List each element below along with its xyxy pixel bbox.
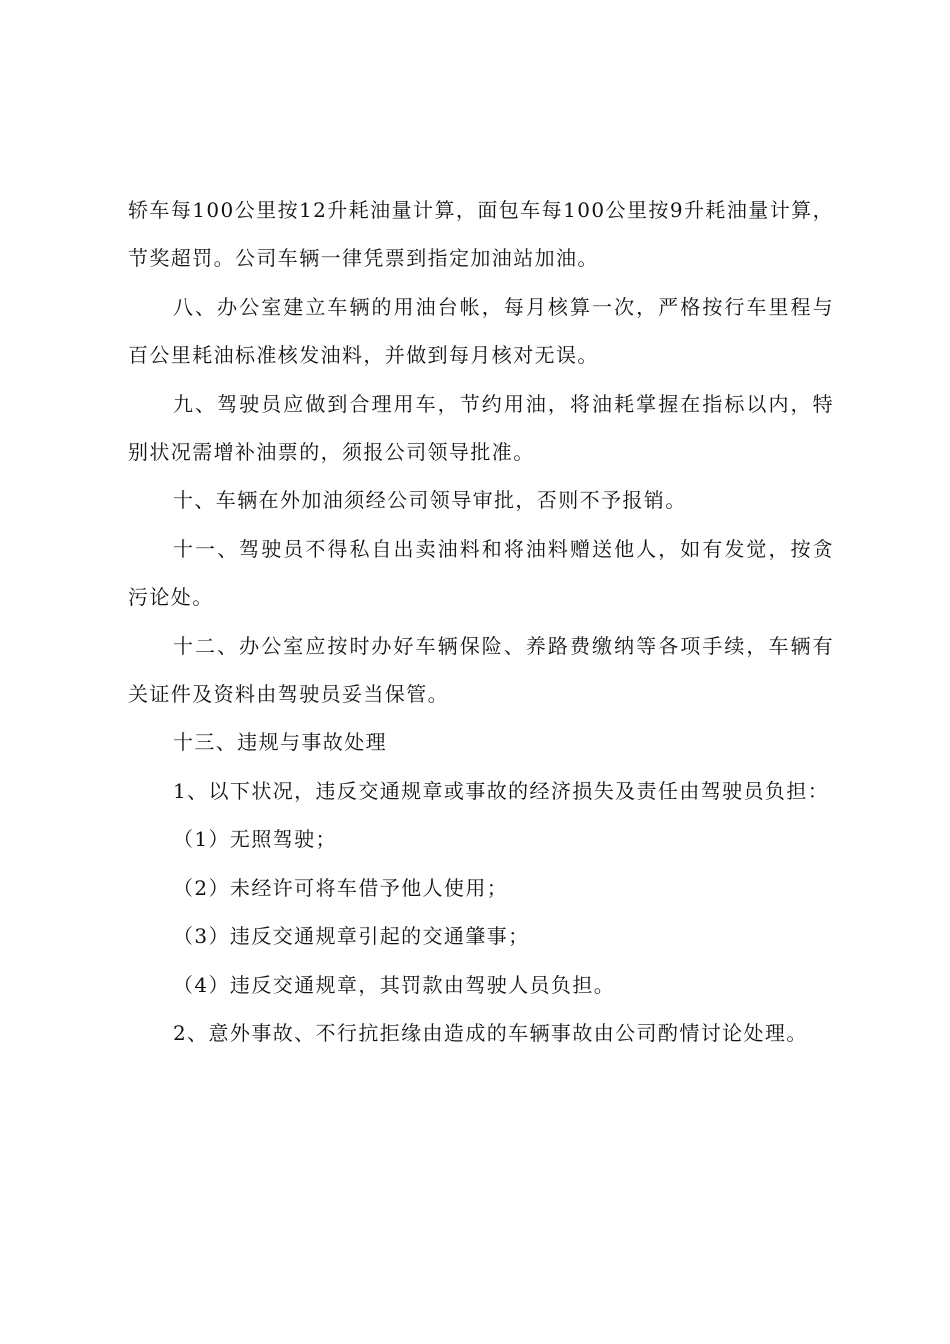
paragraph-rule-9: 九、驾驶员应做到合理用车，节约用油，将油耗掌握在指标以内，特别状况需增补油票的，须报公司领导批准。 xyxy=(128,391,834,465)
list-item: （2）未经许可将车借予他人使用； xyxy=(173,875,509,900)
paragraph-rule-8: 八、办公室建立车辆的用油台帐，每月核算一次，严格按行车里程与百公里耗油标准核发油料，并做到每月核对无误。 xyxy=(128,294,834,368)
document-body xyxy=(128,186,834,1057)
paragraph-rule-12: 十二、办公室应按时办好车辆保险、养路费缴纳等各项手续，车辆有关证件及资料由驾驶员妥当保管。 xyxy=(128,633,834,707)
list-item: （1）无照驾驶； xyxy=(173,827,337,852)
paragraph-fuel-standard: 轿车每100公里按12升耗油量计算，面包车每100公里按9升耗油量计算，节奖超罚。公司车辆一律凭票到指定加油站加油。 xyxy=(128,198,834,271)
paragraph-rule-13-1: 1、以下状况，违反交通规章或事故的经济损失及责任由驾驶员负担： xyxy=(173,778,830,803)
paragraph-rule-13-heading: 十三、违规与事故处理 xyxy=(173,730,387,755)
list-item: （4）违反交通规章，其罚款由驾驶人员负担。 xyxy=(173,972,616,997)
paragraph-rule-11: 十一、驾驶员不得私自出卖油料和将油料赠送他人，如有发觉，按贪污论处。 xyxy=(128,536,834,610)
list-item: （3）违反交通规章引起的交通肇事； xyxy=(173,924,530,949)
paragraph-rule-13-2: 2、意外事故、不行抗拒缘由造成的车辆事故由公司酌情讨论处理。 xyxy=(173,1020,808,1045)
paragraph-rule-10: 十、车辆在外加油须经公司领导审批，否则不予报销。 xyxy=(173,488,687,513)
